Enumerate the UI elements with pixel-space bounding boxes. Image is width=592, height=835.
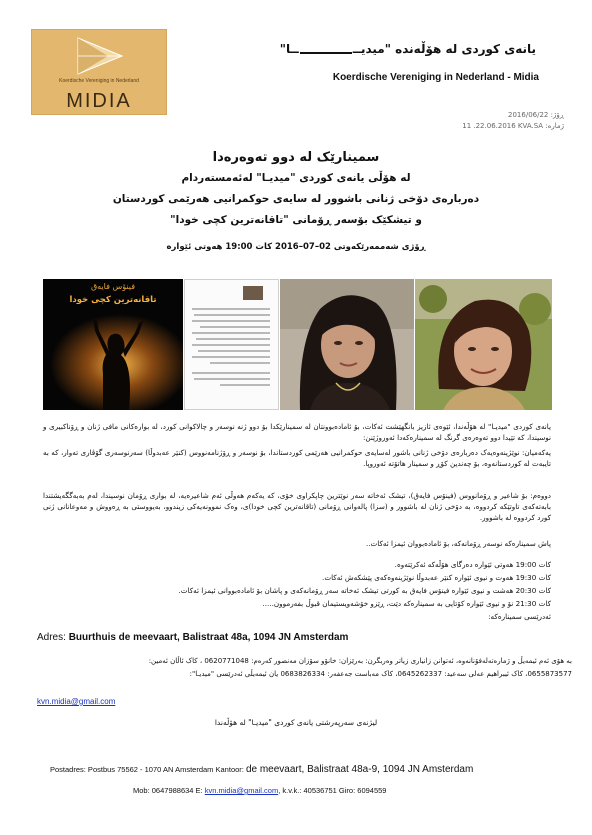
book-back-cover-image — [184, 279, 279, 410]
event-heading: سمینارێک لە دوو تەوەرەدا — [212, 150, 380, 165]
footer-mobile: Mob: 0647988634 E: — [133, 786, 205, 795]
speaker-photo-1 — [280, 279, 414, 410]
schedule-item: کات 19:30 ھەوت و نیوی ئێوارە کنێر عەبدوڵا نوێژینەوەکەی پێشکەش ئەکات. — [322, 573, 551, 582]
address-line — [37, 632, 348, 643]
play-arrow-logo-icon — [76, 36, 124, 76]
reference-number-line: 11 .22.06.2016 KVA.SA :ژمارە — [462, 122, 564, 130]
header-subtitle: Koerdische Vereniging in Nederland - Midia — [332, 72, 539, 83]
event-venue-line: لە هۆڵی یانەی کوردی "میدیـا" لەئەمستەردام — [181, 172, 411, 184]
address-value: Buurthuis de meevaart, Balistraat 48a, 1094 JN Amsterdam — [68, 632, 349, 643]
footer-postal-text: Postadres: Postbus 75562 - 1070 AN Amsterdam Kantoor: — [50, 765, 246, 774]
intro-paragraph: یانەی کوردی "میدیـا" لە هۆڵەندا، ئێوەی ئازیز بانگهێشت ئەکات، بۆ ئامادەبوونتان لە سمینارێکدا بۆ دوو ژنە نوسەر و چالاکوانی کورد، لە بوارەکانی مافی ژنان و ڕۆناکبیری و نوسیندا، کە تێیدا دوو تەوەرەی گرنگ لە سمینارەکەدا ئەوروژێنن: — [43, 422, 551, 442]
portrait-woman-icon — [280, 279, 414, 410]
schedule-item: کات 21:30 نۆ و نیوی ئێوارە کۆتایی بە سمینارەکە دێت، ڕێزو خۆشەویستیمان قبوڵ بفەرموون..... — [262, 599, 551, 608]
first-topic-paragraph: یەکەمیان: نوێژینەوەیەک دەربارەی دۆخی ژنانی باشور لەسایەی حوکمرانیی هەرێمی کوردستاندا، بۆ نوسەر و ڕۆژنامەنووس (کنێر عەبدوڵا) سەرنوسەری گۆڤاری تەوار، کە بە تایبەت لە کوردستانەوە، بۆ چەندین کۆڕ و سمینار هاتۆتە ئەوروپا. — [43, 448, 551, 468]
event-topic-line-1: دەربارەی دۆخی ژنانی باشوور لە سایەی حوکمرانیی هەرێمی کوردستان — [112, 193, 480, 205]
address-label: Adres: — [37, 632, 69, 643]
header-title — [280, 42, 536, 56]
contact-line-2: 0655873577، کاک ئیبراهیم عەلی سەعید: 0645262337، کاک مەباست جەعفەر: 0683826334 یان ئیمەیڵی ئەدرێسی "میدیـا": — [189, 670, 572, 678]
event-topic-line-2: و تیشکێک بۆسەر ڕۆمانی "تاقانەترین کچی خودا" — [170, 214, 422, 226]
author-thumbnail — [243, 286, 263, 300]
footer-office-address: de meevaart, Balistraat 48a-9, 1094 JN Amsterdam — [245, 764, 474, 775]
midia-logo — [31, 29, 167, 115]
event-date-line: ڕۆژی شەممەرێکەوتی 02–07–2016 کات 19:00 ھەوتی ئێوارە — [166, 242, 426, 252]
address-caption: ئەدرێسی سمینارەکە: — [488, 612, 551, 621]
contact-line-1: بە هۆی ئەم ئیمەیڵ و ژمارەتەلەفۆنانەوە، ئەتوانن زانیاری زیاتر وەربگرن: بەرێزان: خانۆو سۆزان مەنصور کەرەم: 0620771048 ، کاک ئاڵان ئەمین: — [148, 657, 572, 665]
logo-name: MIDIA — [66, 90, 132, 112]
footer-contact-line — [133, 786, 386, 795]
book-title: تاقانەترین کچی خودا — [69, 295, 157, 305]
logo-org-text: Koerdische Vereniging in Nederland — [59, 78, 139, 84]
header-title-part-c: ــا" — [279, 42, 299, 56]
book-cover-image — [43, 279, 183, 410]
footer-email-link[interactable]: kvn.midia@gmail.com — [204, 786, 279, 795]
schedule-item: کات 20:30 هەشت و نیوی ئێوارە فینۆس فایەق بە کورتی تیشک ئەخاتە سەر ڕۆمانەکەی و پاشان بۆ ئامادەبووانی ئیمزا ئەکات. — [178, 586, 551, 595]
footer-kvk-giro: , k.v.k.: 40536751 Giro: 6094559 — [278, 786, 387, 795]
speaker-photo-2 — [415, 279, 552, 410]
committee-signature: لیژنەی سەرپەرشتی یانەی کوردی "میدیـا" لە هۆڵەندا — [214, 718, 378, 727]
date-line: 2016/06/22 :ڕۆژ — [508, 111, 564, 119]
email-link[interactable]: kvn.midia@gmail.com — [37, 697, 116, 706]
header-title-part-a: یانەی کوردی لە هۆڵەندە — [390, 42, 536, 56]
second-topic-paragraph: دووەم: بۆ شاعیر و ڕۆمانووس (فینۆس فایەق)، تیشک ئەخاتە سەر نوێترین چاپکراوی خۆی، کە یەکەم هەوڵی ئەم شاعیرەیە، لە بواری ڕۆمان نوسیندا، لەم بەبەگگەیشتندا بابەتەکەی تاوتێکە کردووە، بە دۆخی ژنان لە باشوور و (سزا) پالەوانی ڕۆمانی (تاقانەترین کچی خودا)ی، وەک نموونەیەکی زیندوو، بەیووستی بە ڕەووش و مەوعانانی ژنی کورد کردووە لە باشوور. — [43, 491, 551, 522]
book-author: فینۆس فایەق — [90, 282, 136, 291]
schedule-item: کات 19:00 ھەوتی ئێوارە دەرگای هۆڵەکە ئەکرێتەوە. — [394, 560, 551, 569]
header-title-part-b: "میدیــ — [352, 42, 391, 56]
signing-note: پاش سمینارەکە نوسەر ڕۆمانەکە، بۆ ئامادەبووان ئیمزا ئەکات.. — [365, 539, 551, 548]
title-underline-rule — [300, 45, 352, 54]
footer-postal-line — [50, 764, 473, 775]
portrait-woman-icon — [415, 279, 552, 410]
